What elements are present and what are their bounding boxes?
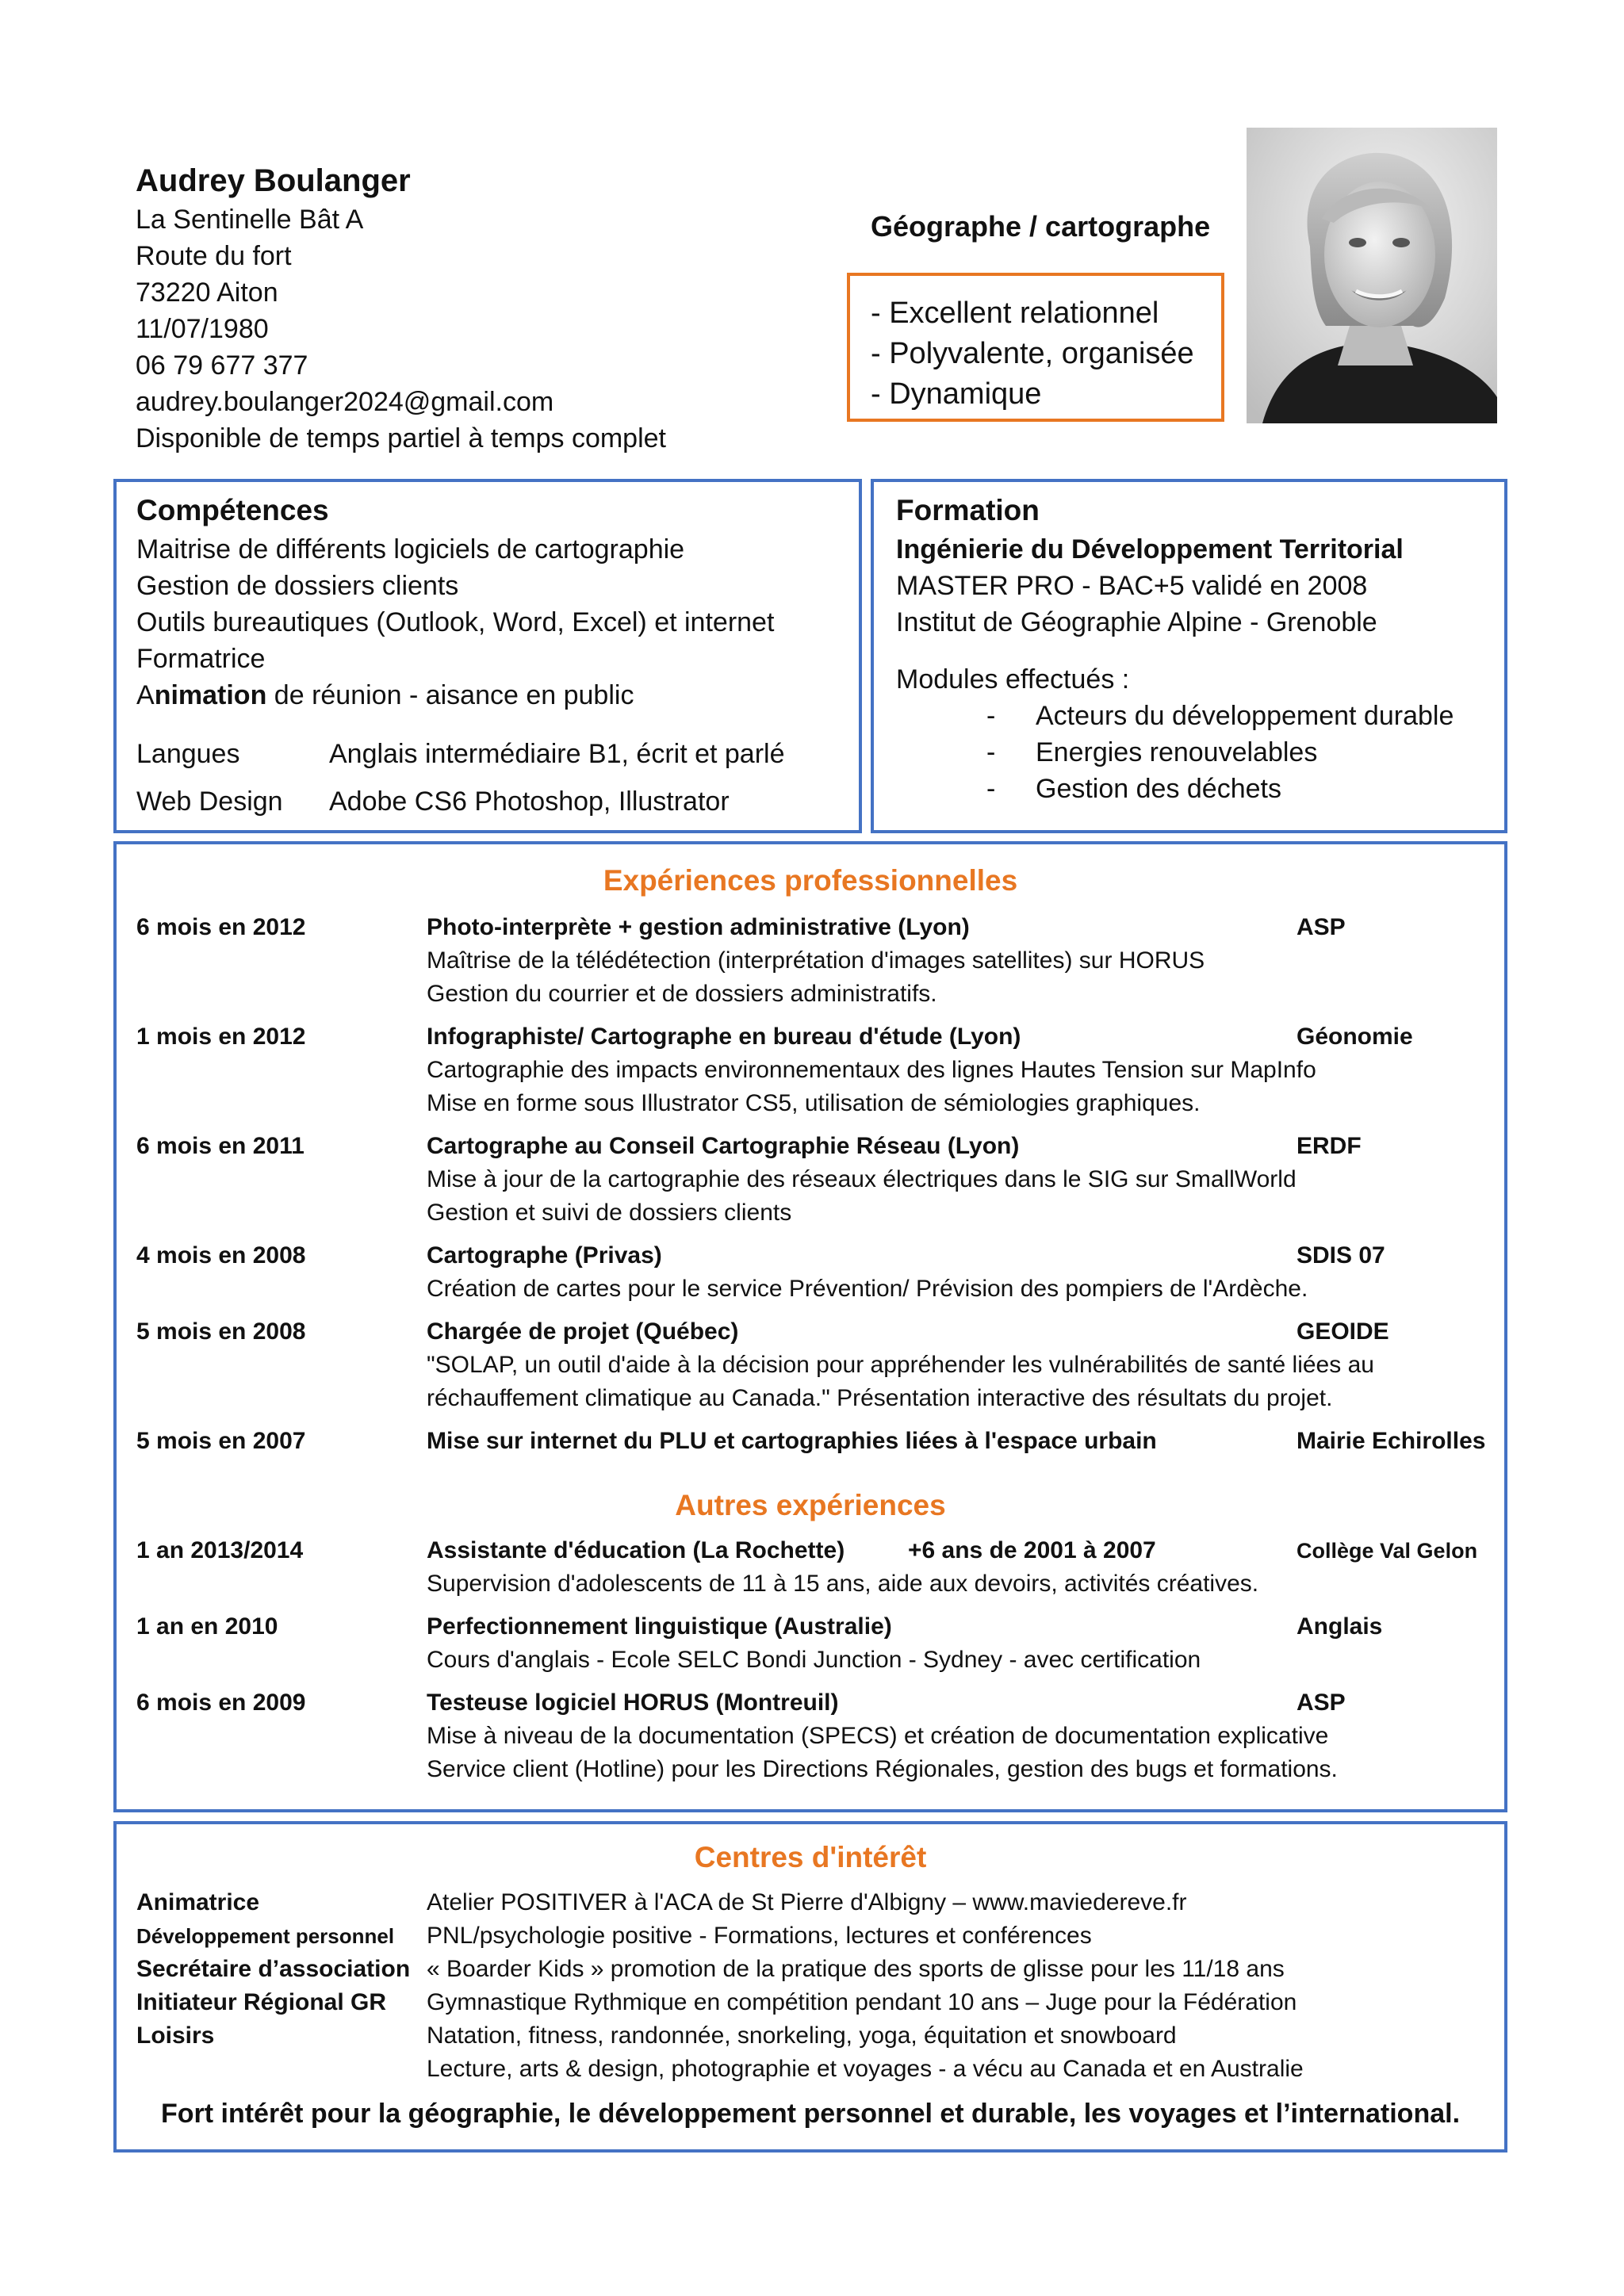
competence-item: Maitrise de différents logiciels de cartographie (136, 534, 685, 564)
degree-title: Ingénierie du Développement Territorial (896, 534, 1404, 564)
experiences-section (113, 841, 1507, 1812)
experience-org: ASP (1297, 914, 1346, 940)
modules-label: Modules effectués : (896, 664, 1130, 695)
module-bullet: - (986, 774, 996, 804)
competence-item: Formatrice (136, 644, 266, 674)
languages-label: Langues (136, 739, 240, 769)
degree-level: MASTER PRO - BAC+5 validé en 2008 (896, 571, 1368, 601)
interest-value: Atelier POSITIVER à l'ACA de St Pierre d'Albigny – www.maviedereve.fr (427, 1889, 1187, 1915)
module-text: Energies renouvelables (1036, 737, 1318, 767)
experience-org: SDIS 07 (1297, 1242, 1385, 1269)
interest-row (117, 2019, 1504, 2053)
experience-desc: Gestion du courrier et de dossiers administratifs. (427, 981, 937, 1007)
experience-org: Collège Val Gelon (1297, 1539, 1478, 1563)
experience-title: Cartographe (Privas) (427, 1242, 662, 1269)
languages-value: Anglais intermédiaire B1, écrit et parlé (329, 739, 785, 769)
interest-value: Gymnastique Rythmique en compétition pendant 10 ans – Juge pour la Fédération (427, 1989, 1297, 2015)
experience-title: Perfectionnement linguistique (Australie) (427, 1613, 892, 1640)
experience-date: 4 mois en 2008 (136, 1242, 306, 1269)
module-item (986, 734, 1454, 771)
experience-title: Chargée de projet (Québec) (427, 1318, 739, 1345)
experience-desc: Gestion et suivi de dossiers clients (427, 1200, 792, 1226)
interest-row (117, 1919, 1504, 1953)
experience-org: ASP (1297, 1689, 1346, 1716)
interest-label: Animatrice (136, 1889, 260, 1915)
portrait-image (1247, 128, 1497, 423)
job-title: Géographe / cartographe (871, 210, 1211, 243)
experience-desc: "SOLAP, un outil d'aide à la décision pour appréhender les vulnérabilités de santé liées au (427, 1352, 1374, 1378)
animation-bold: nimation (154, 680, 267, 710)
competences-title: Compétences (136, 494, 329, 526)
experience-date: 1 an en 2010 (136, 1613, 278, 1640)
experience-title: Assistante d'éducation (La Rochette) (427, 1537, 845, 1563)
experience-title: Cartographe au Conseil Cartographie Réseau (Lyon) (427, 1133, 1020, 1159)
experience-date: 5 mois en 2008 (136, 1318, 306, 1345)
web-design-label: Web Design (136, 786, 283, 817)
experience-extra: +6 ans de 2001 à 2007 (908, 1537, 1156, 1563)
qualities-box (847, 273, 1224, 422)
phone-number: 06 79 677 377 (136, 350, 308, 381)
competence-item: Outils bureautiques (Outlook, Word, Excel) et internet (136, 607, 775, 637)
interest-value: PNL/psychologie positive - Formations, lectures et conférences (427, 1923, 1092, 1949)
candidate-name: Audrey Boulanger (136, 163, 411, 198)
interests-summary: Fort intérêt pour la géographie, le développement personnel et durable, les voyages et l’international. (160, 2099, 1461, 2129)
formation-section (871, 479, 1507, 833)
module-bullet: - (986, 701, 996, 731)
experience-org: ERDF (1297, 1133, 1362, 1159)
languages-row (136, 736, 785, 772)
interest-row (117, 1986, 1504, 2019)
experience-date: 5 mois en 2007 (136, 1428, 306, 1454)
animation-prefix: A (136, 680, 155, 710)
interest-value: Lecture, arts & design, photographie et voyages - a vécu au Canada et en Australie (427, 2056, 1304, 2082)
experiences-title: Expériences professionnelles (603, 864, 1018, 897)
interest-label: Développement personnel (136, 1924, 395, 1948)
availability: Disponible de temps partiel à temps complet (136, 423, 666, 453)
contact-block (136, 201, 666, 457)
experience-desc: Cartographie des impacts environnementaux des lignes Hautes Tension sur MapInfo (427, 1057, 1316, 1083)
interest-row (117, 1953, 1504, 1986)
module-bullet: - (986, 737, 996, 767)
address-line-1: La Sentinelle Bât A (136, 205, 364, 235)
experience-desc: Mise en forme sous Illustrator CS5, utilisation de sémiologies graphiques. (427, 1090, 1201, 1116)
experience-date: 6 mois en 2011 (136, 1133, 304, 1159)
interests-title: Centres d'intérêt (694, 1841, 927, 1873)
address-line-2: Route du fort (136, 241, 292, 271)
school-name: Institut de Géographie Alpine - Grenoble (896, 607, 1377, 637)
experience-date: 1 an 2013/2014 (136, 1537, 304, 1563)
birth-date: 11/07/1980 (136, 314, 269, 344)
interest-value: « Boarder Kids » promotion de la pratique des sports de glisse pour les 11/18 ans (427, 1956, 1285, 1982)
experience-org: Anglais (1297, 1613, 1383, 1640)
experience-title: Mise sur internet du PLU et cartographies liées à l'espace urbain (427, 1428, 1157, 1454)
experience-title: Testeuse logiciel HORUS (Montreuil) (427, 1689, 839, 1716)
address-city: 73220 Aiton (136, 277, 278, 308)
experience-desc: réchauffement climatique au Canada." Présentation interactive des résultats du projet. (427, 1385, 1333, 1411)
experience-org: Géonomie (1297, 1024, 1413, 1050)
competences-section (113, 479, 862, 833)
experience-desc: Supervision d'adolescents de 11 à 15 ans, aide aux devoirs, activités créatives. (427, 1571, 1259, 1597)
interest-row (117, 2053, 1504, 2086)
quality-item: - Polyvalente, organisée (871, 337, 1194, 370)
experience-desc: Service client (Hotline) pour les Directions Régionales, gestion des bugs et formations. (427, 1756, 1338, 1782)
formation-title: Formation (896, 494, 1040, 526)
web-design-value: Adobe CS6 Photoshop, Illustrator (329, 786, 730, 817)
experience-title: Photo-interprète + gestion administrative (Lyon) (427, 914, 970, 940)
module-item (986, 698, 1454, 734)
experience-title: Infographiste/ Cartographe en bureau d'étude (Lyon) (427, 1024, 1021, 1050)
web-design-row (136, 783, 730, 820)
experience-date: 6 mois en 2009 (136, 1689, 306, 1716)
experience-desc: Mise à jour de la cartographie des réseaux électriques dans le SIG sur SmallWorld (427, 1166, 1297, 1192)
experience-desc: Cours d'anglais - Ecole SELC Bondi Junction - Sydney - avec certification (427, 1647, 1201, 1673)
experience-desc: Création de cartes pour le service Prévention/ Prévision des pompiers de l'Ardèche. (427, 1276, 1308, 1302)
competence-item: Gestion de dossiers clients (136, 571, 459, 601)
interest-value: Natation, fitness, randonnée, snorkeling, yoga, équitation et snowboard (427, 2022, 1177, 2049)
interest-label: Initiateur Régional GR (136, 1989, 387, 2015)
experience-date: 6 mois en 2012 (136, 914, 306, 940)
other-experiences-title: Autres expériences (675, 1489, 946, 1521)
interest-row (117, 1886, 1504, 1919)
profile-photo (1247, 128, 1497, 423)
experience-date: 1 mois en 2012 (136, 1024, 306, 1050)
module-item (986, 771, 1454, 807)
experience-org: Mairie Echirolles (1297, 1428, 1486, 1454)
module-text: Acteurs du développement durable (1036, 701, 1454, 731)
module-text: Gestion des déchets (1036, 774, 1281, 804)
interest-label: Loisirs (136, 2022, 215, 2049)
competence-item (136, 677, 774, 714)
email-address: audrey.boulanger2024@gmail.com (136, 387, 554, 417)
interest-label: Secrétaire d’association (136, 1956, 411, 1982)
animation-rest: de réunion - aisance en public (266, 680, 634, 710)
experience-desc: Mise à niveau de la documentation (SPECS) et création de documentation explicative (427, 1723, 1329, 1749)
quality-item: - Dynamique (871, 377, 1042, 411)
quality-item: - Excellent relationnel (871, 297, 1159, 330)
interests-section (113, 1821, 1507, 2152)
experience-desc: Maîtrise de la télédétection (interprétation d'images satellites) sur HORUS (427, 947, 1205, 974)
experience-org: GEOIDE (1297, 1318, 1389, 1345)
